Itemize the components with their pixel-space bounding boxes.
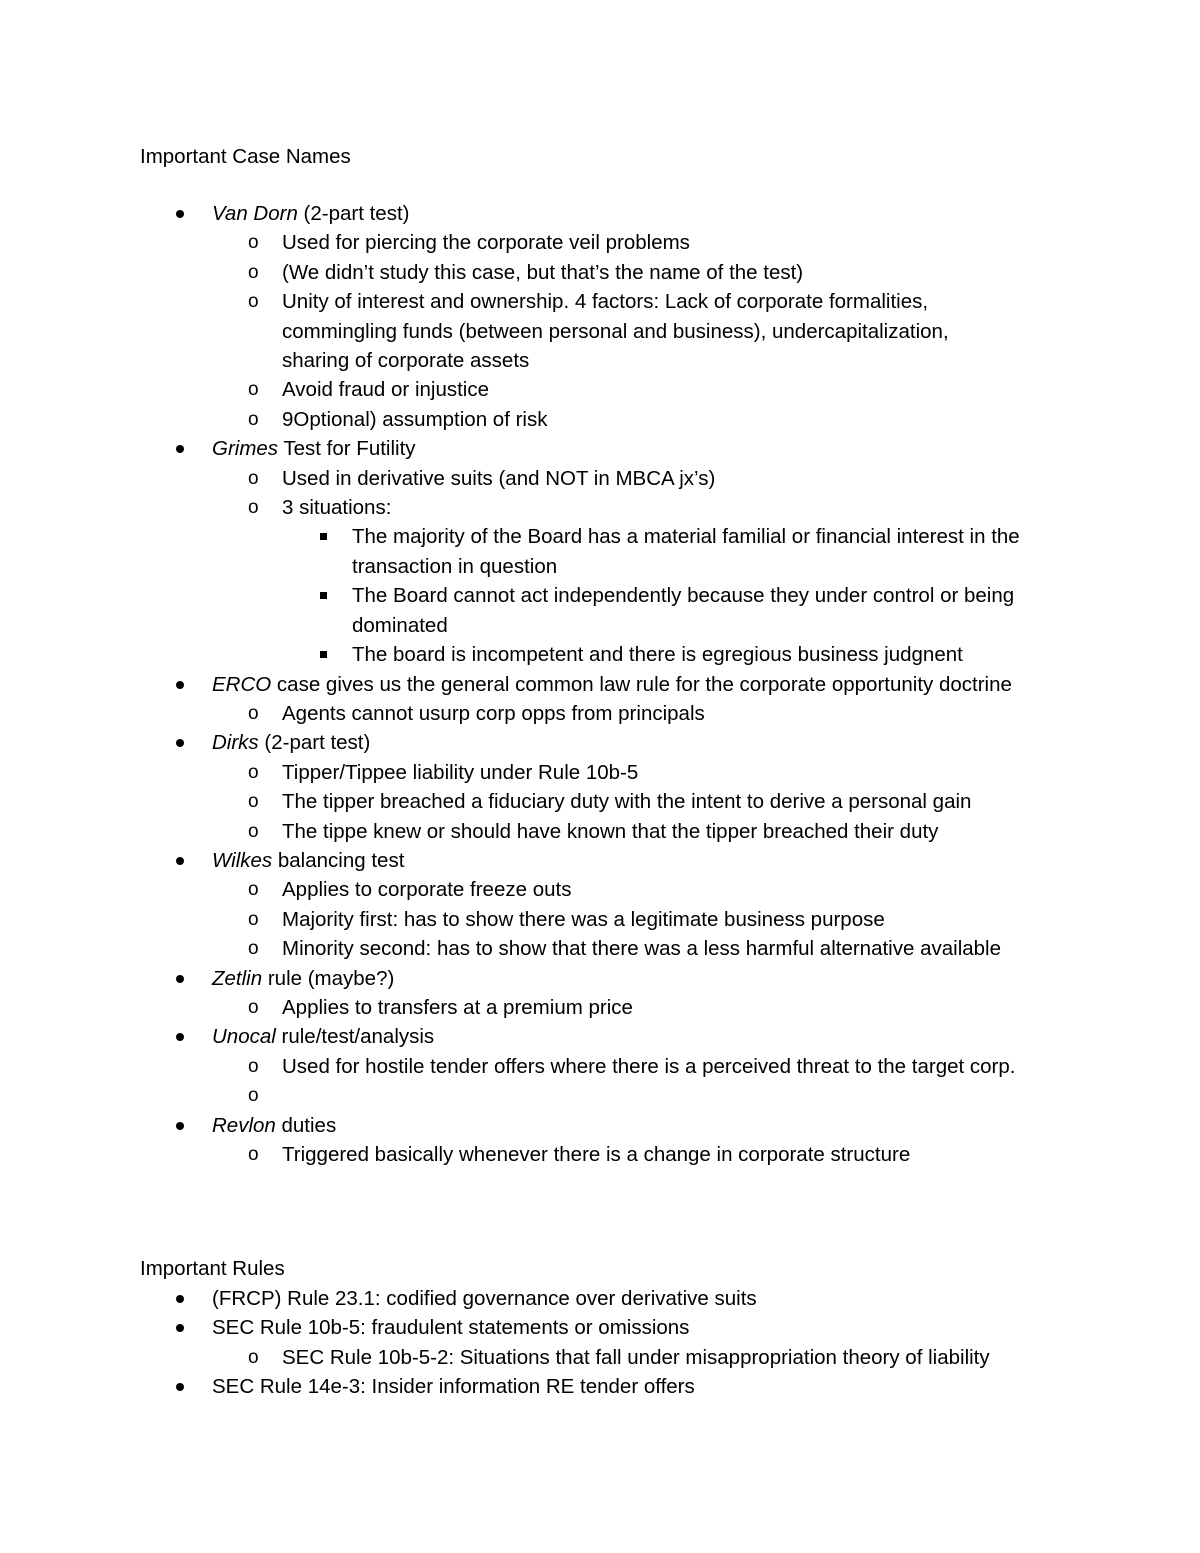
list-item-erco	[0, 670, 1200, 729]
case-description: case gives us the general common law rule for the corporate opportunity doctrine	[271, 672, 1012, 696]
sub-item: o SEC Rule 10b-5-2: Situations that fall under misappropriation theory of liability	[212, 1343, 1062, 1372]
circle-bullet-icon: o	[248, 291, 259, 313]
list-item-unocal	[0, 1022, 1200, 1110]
case-description: rule/test/analysis	[275, 1025, 435, 1049]
sub-item: o 9Optional) assumption of risk	[212, 405, 1062, 434]
case-name: Dirks	[212, 731, 259, 755]
circle-bullet-icon: o	[248, 497, 259, 519]
sub-item: o The tippe knew or should have known that the tipper breached their duty	[212, 817, 1062, 846]
sub-list	[212, 228, 1200, 434]
case-name: Unocal	[212, 1025, 276, 1049]
circle-bullet-icon: o	[248, 1143, 259, 1165]
sub-item: o Unity of interest and ownership. 4 factors: Lack of corporate formalities, commingling funds (between personal and business), undercapitalization, sharing of corporate assets	[212, 287, 1002, 375]
circle-bullet-icon: o	[248, 467, 259, 489]
case-description: balancing test	[272, 848, 405, 872]
sub-item: o Used for hostile tender offers where there is a perceived threat to the target corp.	[212, 1052, 1022, 1081]
list-item-wilkes	[0, 846, 1200, 964]
case-description: duties	[275, 1113, 337, 1137]
sub-list	[212, 1052, 1200, 1111]
section-heading-rules: Important Rules	[140, 1257, 285, 1280]
sub-item-empty	[212, 1081, 1062, 1110]
case-description: (2-part test)	[297, 202, 410, 225]
sub-list	[212, 758, 1200, 846]
case-name: Wilkes	[212, 848, 273, 872]
bullet-icon	[176, 857, 184, 865]
list-item-rule: SEC Rule 10b-5: fraudulent statements or omissions o SEC Rule 10b-5-2: Situations that fall under misappropriation theory of liability	[0, 1313, 1200, 1372]
list-item-zetlin	[0, 964, 1200, 1023]
section-heading-case-names: Important Case Names	[140, 145, 351, 168]
list-item-rule: (FRCP) Rule 23.1: codified governance over derivative suits	[0, 1284, 1200, 1313]
case-name: ERCO	[212, 672, 272, 696]
square-bullet-icon	[320, 592, 327, 599]
circle-bullet-icon: o	[248, 761, 259, 783]
bullet-icon	[176, 445, 184, 453]
square-bullet-icon	[320, 533, 327, 540]
circle-bullet-icon: o	[248, 702, 259, 724]
case-name: Grimes	[212, 437, 279, 461]
sub-item: o Applies to transfers at a premium price	[212, 993, 1062, 1022]
sub-list	[212, 993, 1200, 1022]
sub-item: o The tipper breached a fiduciary duty with the intent to derive a personal gain	[212, 787, 1062, 816]
sub-item: o 3 situations: The majority of the Board has a material familial or financial interest in the transaction in question The Board cannot act independently because they under control or being dominated The board is incompetent and there is egregious business judgnent	[212, 493, 1062, 669]
sub-item: o (We didn’t study this case, but that’s the name of the test)	[212, 258, 1062, 287]
sub-item: o Triggered basically whenever there is a change in corporate structure	[212, 1140, 1062, 1169]
case-description: rule (maybe?)	[262, 966, 395, 990]
circle-bullet-icon: o	[248, 938, 259, 960]
square-bullet-icon	[320, 651, 327, 658]
bullet-icon	[176, 1122, 184, 1130]
sub-item: o Applies to corporate freeze outs	[212, 875, 1062, 904]
case-description: (2-part test)	[258, 731, 371, 755]
bullet-icon	[176, 1295, 184, 1303]
sub-item: o Avoid fraud or injustice	[212, 375, 1062, 404]
case-description: Test for Futility	[278, 437, 416, 461]
case-name: Revlon	[212, 1113, 276, 1137]
sub-sub-list	[282, 522, 1062, 669]
list-item-van-dorn	[0, 199, 1200, 434]
bullet-icon	[176, 975, 184, 983]
sub-list	[212, 699, 1200, 728]
circle-bullet-icon: o	[248, 879, 259, 901]
bullet-icon	[176, 1383, 184, 1391]
sub-item: o Majority first: has to show there was a legitimate business purpose	[212, 905, 1062, 934]
case-name: Zetlin	[212, 966, 263, 990]
circle-bullet-icon: o	[248, 791, 259, 813]
rules-list	[0, 1284, 1200, 1402]
sub-list	[212, 464, 1200, 670]
bullet-icon	[176, 681, 184, 689]
circle-bullet-icon: o	[248, 820, 259, 842]
circle-bullet-icon: o	[248, 996, 259, 1018]
sub-sub-item: The Board cannot act independently because they under control or being dominated	[282, 581, 1052, 640]
list-item-dirks	[0, 728, 1200, 846]
sub-list	[212, 1343, 1200, 1372]
sub-item: o Used for piercing the corporate veil problems	[212, 228, 1062, 257]
bullet-icon	[176, 210, 184, 218]
circle-bullet-icon: o	[248, 1055, 259, 1077]
bullet-icon	[176, 1324, 184, 1332]
sub-sub-item: The majority of the Board has a material familial or financial interest in the transaction in question	[282, 522, 1052, 581]
circle-bullet-icon: o	[248, 908, 259, 930]
sub-list	[212, 875, 1200, 963]
list-item-revlon	[0, 1111, 1200, 1170]
case-names-list	[0, 199, 1200, 1169]
sub-item: o Agents cannot usurp corp opps from principals	[212, 699, 1062, 728]
sub-item: o Tipper/Tippee liability under Rule 10b-5	[212, 758, 1062, 787]
bullet-icon	[176, 739, 184, 747]
circle-bullet-icon: o	[248, 1346, 259, 1368]
bullet-icon	[176, 1033, 184, 1041]
list-item-rule: SEC Rule 14e-3: Insider information RE tender offers	[0, 1372, 1200, 1401]
sub-item: o Used in derivative suits (and NOT in MBCA jx’s)	[212, 464, 1062, 493]
circle-bullet-icon: o	[248, 408, 259, 430]
sub-sub-item: The board is incompetent and there is egregious business judgnent	[282, 640, 1052, 669]
circle-bullet-icon: o	[248, 261, 259, 283]
sub-item: o Minority second: has to show that there was a less harmful alternative available	[212, 934, 1062, 963]
list-item-grimes	[0, 434, 1200, 669]
circle-bullet-icon: o	[248, 1085, 259, 1107]
sub-list	[212, 1140, 1200, 1169]
circle-bullet-icon: o	[248, 379, 259, 401]
case-name: Van Dorn	[212, 202, 298, 225]
circle-bullet-icon: o	[248, 232, 259, 254]
